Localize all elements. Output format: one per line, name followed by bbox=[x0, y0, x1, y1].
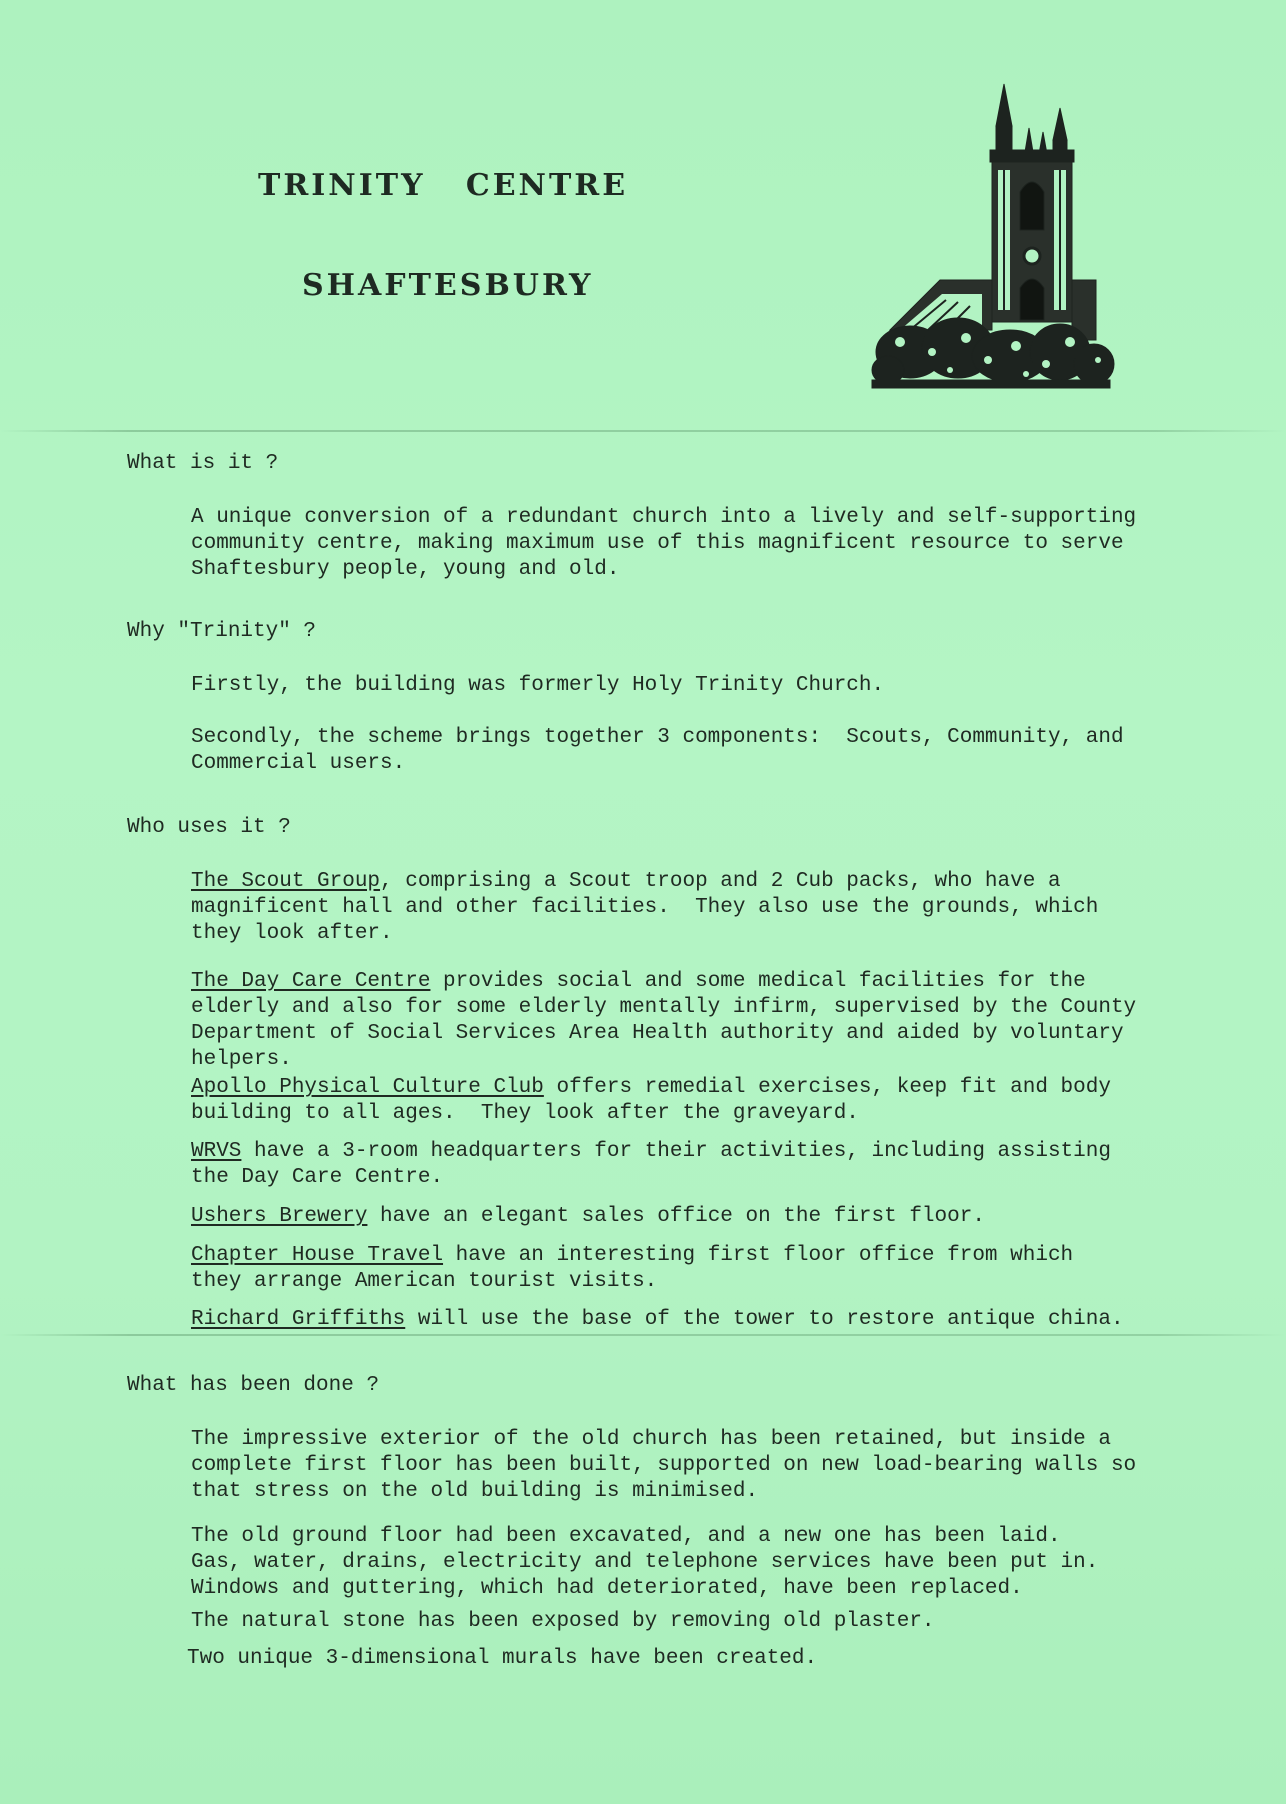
organisation-name: WRVS bbox=[191, 1140, 242, 1163]
paragraph bbox=[191, 1609, 1201, 1635]
paragraph-text: A unique conversion of a redundant church into a lively and self-supporting community centre, making maximum use of this magnificent resource to serve Shaftesbury people, young and old. bbox=[191, 506, 1137, 581]
paper-fold-line bbox=[0, 430, 1286, 432]
paragraph bbox=[191, 869, 1201, 947]
paragraph bbox=[187, 1646, 1197, 1672]
paragraph-text: provides social and some medical facilities for the elderly and also for some elderly mentally infirm, supervised by the County Department of Social Services Area Health authority and aided by voluntary helpers. bbox=[191, 970, 1137, 1071]
page-title: TRINITY CENTRE bbox=[258, 168, 629, 203]
section-heading: Why "Trinity" ? bbox=[127, 620, 317, 643]
organisation-name: Ushers Brewery bbox=[191, 1205, 368, 1228]
paragraph bbox=[191, 1427, 1201, 1505]
section-heading: What is it ? bbox=[127, 452, 279, 475]
organisation-name: Chapter House Travel bbox=[191, 1244, 444, 1267]
paragraph-text: The old ground floor had been excavated, and a new one has been laid. Gas, water, drains, electricity and telephone services have been put in. Windows and guttering, which had deteriorated, have been replaced. bbox=[191, 1525, 1099, 1600]
paragraph bbox=[191, 1524, 1201, 1602]
paragraph bbox=[191, 673, 1201, 699]
organisation-name: Richard Griffiths bbox=[191, 1308, 406, 1331]
paragraph bbox=[191, 969, 1201, 1073]
section-heading: What has been done ? bbox=[127, 1374, 380, 1397]
paragraph-text: Secondly, the scheme brings together 3 components: Scouts, Community, and Commercial users. bbox=[191, 726, 1124, 775]
paragraph-text: Firstly, the building was formerly Holy Trinity Church. bbox=[191, 674, 885, 697]
paragraph-text: The natural stone has been exposed by removing old plaster. bbox=[191, 1610, 935, 1633]
paragraph bbox=[191, 1307, 1201, 1333]
paragraph bbox=[191, 1075, 1201, 1127]
paragraph-text: have an interesting first floor office from which they arrange American tourist visits. bbox=[191, 1244, 1074, 1293]
paragraph-text: have a 3-room headquarters for their activities, including assisting the Day Care Centre. bbox=[191, 1140, 1111, 1189]
paragraph bbox=[191, 1139, 1201, 1191]
paragraph-text: Two unique 3-dimensional murals have been created. bbox=[187, 1647, 818, 1670]
organisation-name: The Day Care Centre bbox=[191, 970, 431, 993]
paragraph bbox=[191, 1243, 1201, 1295]
organisation-name: Apollo Physical Culture Club bbox=[191, 1076, 544, 1099]
organisation-name: The Scout Group bbox=[191, 870, 381, 893]
paragraph-text: , comprising a Scout troop and 2 Cub packs, who have a magnificent hall and other facilities. They also use the grounds, which they look after. bbox=[191, 870, 1099, 945]
page-subtitle: SHAFTESBURY bbox=[302, 268, 594, 303]
paper-fold-line bbox=[0, 1334, 1286, 1336]
paragraph bbox=[191, 725, 1201, 777]
church-tower-icon bbox=[870, 80, 1115, 392]
paragraph bbox=[191, 505, 1201, 583]
paragraph-text: have an elegant sales office on the first floor. bbox=[367, 1205, 985, 1228]
paragraph-text: offers remedial exercises, keep fit and body building to all ages. They look after the graveyard. bbox=[191, 1076, 1111, 1125]
paragraph-text: will use the base of the tower to restore antique china. bbox=[405, 1308, 1124, 1331]
paragraph bbox=[191, 1204, 1201, 1230]
section-heading: Who uses it ? bbox=[127, 816, 291, 839]
paragraph-text: The impressive exterior of the old church has been retained, but inside a complete first floor has been built, supported on new load-bearing walls so that stress on the old building is minimised. bbox=[191, 1428, 1137, 1503]
